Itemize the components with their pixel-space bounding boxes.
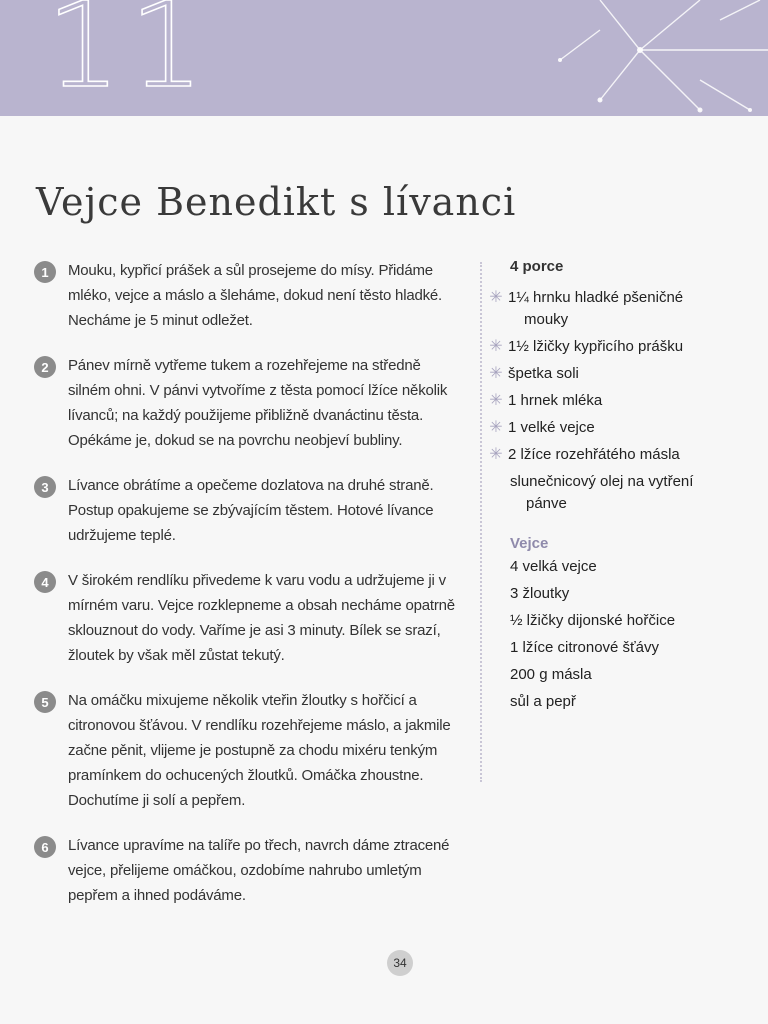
ingredient-text: 1 velké vejce xyxy=(508,419,595,436)
ingredient-item xyxy=(478,336,748,358)
ingredient-text: špetka soli xyxy=(508,365,579,382)
page-number: 34 xyxy=(387,950,413,976)
egg-ingredient xyxy=(478,610,748,632)
ingredient-text: ½ lžičky dijonské hořčice xyxy=(510,612,676,629)
step-text: V širokém rendlíku přivedeme k varu vodu a udržujeme ji v mírném varu. Vejce rozklepneme a obsah necháme opatrně sklouznout do vody. Vaříme je asi 3 minuty. Bílek se srazí, žloutek by však měl zůstat tekutý. xyxy=(68,572,455,664)
step-3 xyxy=(34,473,464,548)
ingredient-text: 1¼ hrnku hladké pšeničné xyxy=(508,289,684,306)
step-5 xyxy=(34,688,464,813)
step-text: Mouku, kypřicí prášek a sůl prosejeme do mísy. Přidáme mléko, vejce a máslo a šleháme, dokud není těsto hladké. Necháme je 5 minut odležet. xyxy=(68,262,443,329)
ingredient-text: slunečnicový olej na vytření xyxy=(510,473,694,490)
ingredients-sidebar xyxy=(478,258,748,718)
step-number-badge: 6 xyxy=(34,836,56,858)
egg-ingredient xyxy=(478,691,748,713)
ingredient-text: 3 žloutky xyxy=(510,585,570,602)
step-6 xyxy=(34,833,464,908)
step-number-badge: 5 xyxy=(34,691,56,713)
ingredient-item xyxy=(478,417,748,439)
step-text: Na omáčku mixujeme několik vteřin žloutky s hořčicí a citronovou šťávou. V rendlíku rozehřejeme máslo, a jakmile začne pěnit, vlijeme je postupně za chodu mixéru tenkým pramínkem do ochucených žloutků. Omáčka zhoustne. Dochutíme ji solí a pepřem. xyxy=(68,692,451,809)
egg-ingredient xyxy=(478,637,748,659)
method-steps xyxy=(34,258,464,928)
step-number-badge: 3 xyxy=(34,476,56,498)
ingredient-text: 4 velká vejce xyxy=(510,558,597,575)
step-1 xyxy=(34,258,464,333)
eggs-subheading: Vejce xyxy=(510,535,549,552)
egg-ingredient xyxy=(478,664,748,686)
step-number-badge: 1 xyxy=(34,261,56,283)
ingredient-item xyxy=(478,363,748,385)
ingredient-text: 1 lžíce citronové šťávy xyxy=(510,639,660,656)
asterisk-icon: ✳ xyxy=(489,419,503,436)
step-4 xyxy=(34,568,464,668)
ingredient-text-continued: mouky xyxy=(524,311,569,328)
ingredient-item xyxy=(478,444,748,466)
header-banner xyxy=(0,0,768,116)
ingredient-item xyxy=(478,287,748,331)
step-number-badge: 2 xyxy=(34,356,56,378)
egg-ingredient xyxy=(478,583,748,605)
ingredient-text: 200 g másla xyxy=(510,666,592,683)
step-text: Lívance obrátíme a opečeme dozlatova na druhé straně. Postup opakujeme se zbývajícím těstem. Hotové lívance udržujeme teplé. xyxy=(68,477,434,544)
recipe-title: Vejce Benedikt s lívanci xyxy=(36,180,517,224)
asterisk-icon: ✳ xyxy=(489,338,503,355)
asterisk-icon: ✳ xyxy=(489,392,503,409)
chapter-number: 11 xyxy=(46,0,213,114)
asterisk-icon: ✳ xyxy=(489,365,503,382)
ingredient-text: 1 hrnek mléka xyxy=(508,392,603,409)
ingredient-text: 2 lžíce rozehřátého másla xyxy=(508,446,680,463)
step-text: Pánev mírně vytřeme tukem a rozehřejeme na středně silném ohni. V pánvi vytvoříme z těsta pomocí lžíce několik lívanců; na každý použijeme přibližně dvanáctinu těsta. Opékáme je, dokud se na povrchu neobjeví bubliny. xyxy=(68,357,448,449)
step-2 xyxy=(34,353,464,453)
step-text: Lívance upravíme na talíře po třech, navrch dáme ztracené vejce, přelijeme omáčkou, ozdobíme nahrubo umletým pepřem a ihned podáváme. xyxy=(68,837,450,904)
ingredient-text-continued: pánve xyxy=(526,495,567,512)
asterisk-icon: ✳ xyxy=(489,446,503,463)
asterisk-icon: ✳ xyxy=(489,289,503,306)
ingredient-text: 1½ lžičky kypřicího prášku xyxy=(508,338,684,355)
portions-label: 4 porce xyxy=(510,258,564,275)
ingredient-text: sůl a pepř xyxy=(510,693,576,710)
ingredient-item xyxy=(478,471,748,515)
ingredient-item xyxy=(478,390,748,412)
step-number-badge: 4 xyxy=(34,571,56,593)
egg-ingredient xyxy=(478,556,748,578)
